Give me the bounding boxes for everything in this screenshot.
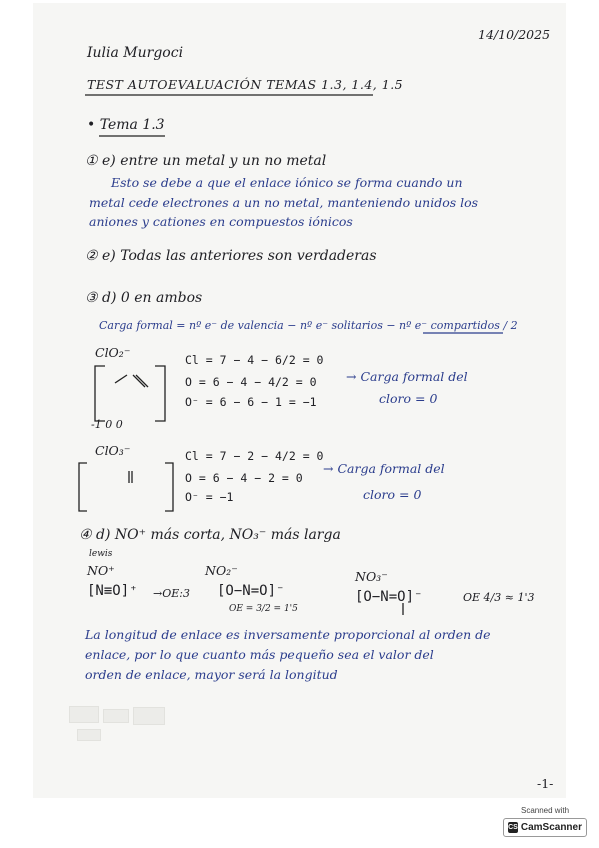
- clo2-calc-o-minus: O⁻ = 6 − 6 − 1 = −1: [185, 395, 317, 409]
- camscanner-badge: [503, 806, 587, 842]
- no3-oe: OE 4/3 ≈ 1'3: [463, 591, 535, 604]
- section-title: • Tema 1.3: [87, 117, 165, 133]
- clo2-label: ClO₂⁻: [95, 345, 131, 360]
- q1-line-3: aniones y cationes en compuestos iónicos: [89, 214, 353, 229]
- clo2-calc-o: O = 6 − 4 − 4/2 = 0: [185, 375, 317, 389]
- q1-line-1: Esto se debe a que el enlace iónico se forma cuando un: [111, 175, 463, 190]
- clo2-note-1: → Carga formal del: [346, 369, 468, 384]
- q3-answer: ③ d) 0 en ambos: [85, 290, 203, 306]
- no3-label: NO₃⁻: [355, 569, 388, 584]
- clo2-note-2: cloro = 0: [379, 391, 438, 406]
- clo3-label: ClO₃⁻: [95, 443, 131, 458]
- no-plus-label: NO⁺: [87, 563, 115, 578]
- scanned-page: [33, 3, 566, 798]
- scanned-with-label: Scanned with: [520, 806, 570, 815]
- clo2-calc-cl: Cl = 7 − 4 − 6/2 = 0: [185, 353, 324, 367]
- clo3-note-2: cloro = 0: [363, 487, 422, 502]
- date: 14/10/2025: [478, 27, 551, 42]
- q1-answer: ① e) entre un metal y un no metal: [85, 153, 327, 169]
- test-title: TEST AUTOEVALUACIÓN TEMAS 1.3, 1.4, 1.5: [87, 77, 404, 92]
- handwriting-strokes: [33, 3, 566, 798]
- no3-structure: [O−N=O]⁻: [355, 589, 423, 605]
- q4-line-2: enlace, por lo que cuanto más pequeño sea el valor del: [85, 647, 434, 662]
- camscanner-app-name: CamScanner: [520, 822, 582, 833]
- no2-structure: [O−N=O]⁻: [217, 583, 285, 599]
- no-plus-oe: →OE:3: [153, 587, 190, 600]
- lewis-note: lewis: [89, 549, 113, 559]
- camscanner-logo-icon: CS: [508, 824, 518, 831]
- no2-label: NO₂⁻: [205, 563, 238, 578]
- formal-charge-formula: Carga formal = nº e⁻ de valencia − nº e⁻ solitarios − nº e⁻ compartidos / 2: [99, 319, 518, 332]
- author-name: Iulia Murgoci: [87, 45, 184, 61]
- q4-answer: ④ d) NO⁺ más corta, NO₃⁻ más larga: [79, 527, 341, 543]
- q1-line-2: metal cede electrones a un no metal, manteniendo unidos los: [89, 195, 479, 210]
- no2-oe: OE = 3/2 = 1'5: [229, 604, 298, 614]
- camscanner-logo-box: [503, 818, 587, 837]
- page-number: -1-: [537, 776, 554, 791]
- clo3-calc-o-minus: O⁻ = −1: [185, 490, 234, 504]
- clo3-calc-cl: Cl = 7 − 2 − 4/2 = 0: [185, 449, 324, 463]
- no-plus-structure: [N≡O]⁺: [87, 583, 138, 599]
- clo3-note-1: → Carga formal del: [323, 461, 445, 476]
- clo2-atom-charges: -1 0 0: [91, 418, 123, 431]
- q4-line-1: La longitud de enlace es inversamente proporcional al orden de: [85, 627, 491, 642]
- q4-line-3: orden de enlace, mayor será la longitud: [85, 667, 338, 682]
- clo3-calc-o: O = 6 − 4 − 2 = 0: [185, 471, 303, 485]
- q2-answer: ② e) Todas las anteriores son verdaderas: [85, 248, 377, 264]
